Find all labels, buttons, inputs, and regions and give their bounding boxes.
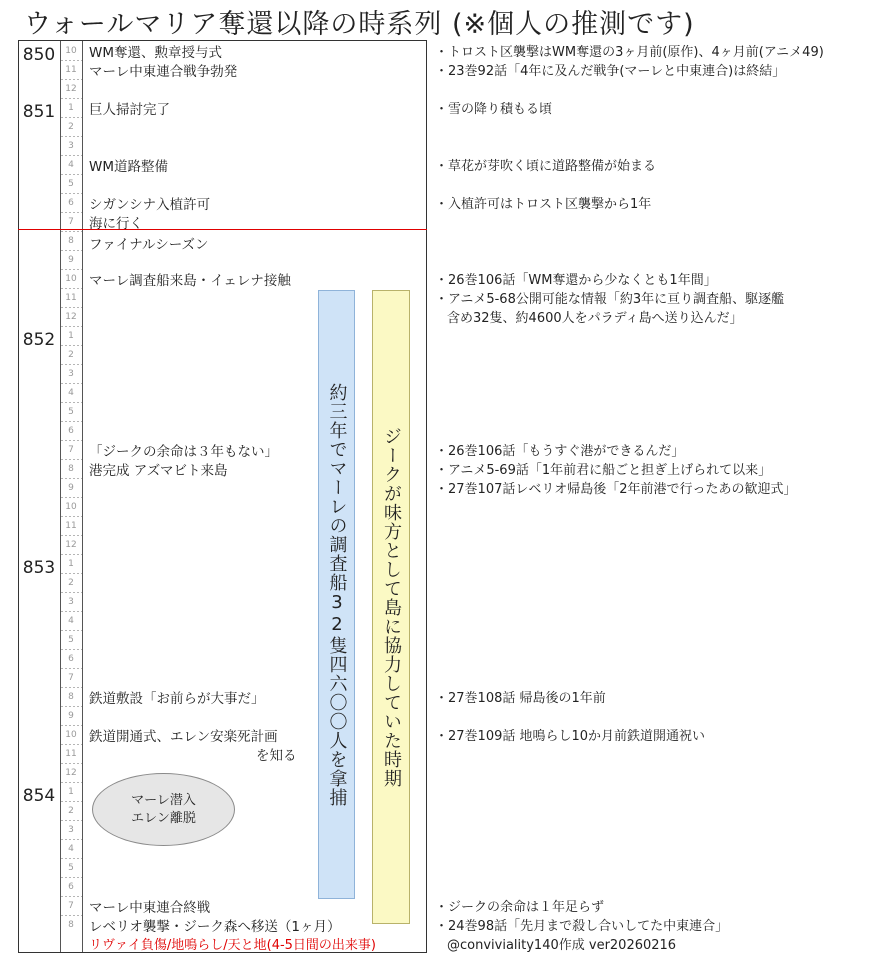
month-label: 6 bbox=[68, 426, 74, 436]
month-label: 7 bbox=[68, 673, 74, 683]
month-label: 4 bbox=[68, 616, 74, 626]
month-label: 7 bbox=[68, 901, 74, 911]
month-label: 5 bbox=[68, 407, 74, 417]
event-text: マーレ調査船来島・イェレナ接触 bbox=[89, 273, 291, 289]
year-label: 852 bbox=[22, 330, 56, 350]
month-label: 4 bbox=[68, 160, 74, 170]
month-label: 4 bbox=[68, 844, 74, 854]
oval-line: マーレ潜入 bbox=[131, 792, 196, 808]
event-text: 鉄道開通式、エレン安楽死計画 bbox=[89, 729, 278, 745]
month-label: 9 bbox=[68, 483, 74, 493]
note-text: ・入植許可はトロスト区襲撃から1年 bbox=[435, 197, 652, 212]
month-label: 11 bbox=[65, 293, 77, 303]
month-label: 12 bbox=[65, 84, 77, 94]
month-label: 6 bbox=[68, 654, 74, 664]
bar-text: 約三年でマーレの調査船32隻四六〇〇人を拿捕 bbox=[326, 382, 348, 807]
note-text: ・24巻98話「先月まで殺し合いしてた中東連合」 bbox=[435, 919, 729, 934]
event-text: 「ジークの余命は３年もない」 bbox=[89, 444, 278, 460]
event-text: 鉄道敷設「お前らが大事だ」 bbox=[89, 691, 265, 707]
event-text: 巨人掃討完了 bbox=[89, 102, 170, 118]
note-text: ・27巻108話 帰島後の1年前 bbox=[435, 691, 606, 706]
event-text: 港完成 アズマビト来島 bbox=[89, 463, 228, 479]
month-label: 3 bbox=[68, 369, 74, 379]
event-text: シガンシナ入植許可 bbox=[89, 197, 211, 213]
month-label: 10 bbox=[65, 46, 77, 56]
month-label: 11 bbox=[65, 749, 77, 759]
month-label: 9 bbox=[68, 711, 74, 721]
event-text-red: リヴァイ負傷/地鳴らし/天と地(4-5日間の出来事) bbox=[89, 938, 377, 953]
month-label: 12 bbox=[65, 312, 77, 322]
month-label: 7 bbox=[68, 217, 74, 227]
year-label: 854 bbox=[22, 786, 56, 806]
note-text: ・26巻106話「もうすぐ港ができるんだ」 bbox=[435, 444, 685, 459]
page-title: ウォールマリア奪還以降の時系列 (※個人の推測です) bbox=[24, 9, 695, 40]
mare-infiltration-oval bbox=[92, 773, 235, 846]
month-label: 4 bbox=[68, 388, 74, 398]
zeke-cooperation-bar bbox=[372, 290, 410, 924]
event-text: マーレ中東連合終戦 bbox=[89, 900, 211, 916]
month-label: 2 bbox=[68, 806, 74, 816]
month-label: 6 bbox=[68, 882, 74, 892]
month-label: 11 bbox=[65, 65, 77, 75]
note-text: ・アニメ5-69話「1年前君に船ごと担ぎ上げられて以来」 bbox=[435, 463, 772, 478]
month-label: 7 bbox=[68, 445, 74, 455]
month-label: 1 bbox=[68, 331, 74, 341]
month-label: 8 bbox=[68, 236, 74, 246]
event-text: レベリオ襲撃・ジーク森へ移送（1ヶ月） bbox=[89, 919, 341, 935]
month-label: 12 bbox=[65, 768, 77, 778]
month-label: 11 bbox=[65, 521, 77, 531]
note-text: ・27巻109話 地鳴らし10か月前鉄道開通祝い bbox=[435, 729, 706, 744]
note-text: ・27巻107話レベリオ帰島後「2年前港で行ったあの歓迎式」 bbox=[435, 482, 797, 497]
month-label: 1 bbox=[68, 103, 74, 113]
month-label: 2 bbox=[68, 578, 74, 588]
note-text: ・23巻92話「4年に及んだ戦争(マーレと中東連合)は終結」 bbox=[435, 64, 786, 79]
month-label: 3 bbox=[68, 597, 74, 607]
event-text: マーレ中東連合戦争勃発 bbox=[89, 64, 238, 80]
month-label: 1 bbox=[68, 787, 74, 797]
note-text: ・26巻106話「WM奪還から少なくとも1年間」 bbox=[435, 273, 717, 288]
event-text: ファイナルシーズン bbox=[89, 237, 209, 253]
month-label: 2 bbox=[68, 350, 74, 360]
event-text: 海に行く bbox=[89, 216, 143, 232]
month-label: 10 bbox=[65, 274, 77, 284]
month-label: 3 bbox=[68, 825, 74, 835]
note-text: ・草花が芽吹く頃に道路整備が始まる bbox=[435, 159, 657, 174]
event-text: を知る bbox=[256, 748, 297, 764]
note-text: ・アニメ5-68公開可能な情報「約3年に亘り調査船、駆逐艦 bbox=[435, 292, 785, 307]
note-text: ・雪の降り積もる頃 bbox=[435, 102, 553, 117]
month-label: 10 bbox=[65, 502, 77, 512]
month-label: 5 bbox=[68, 863, 74, 873]
note-text: ・ジークの余命は１年足らず bbox=[435, 900, 605, 915]
month-label: 5 bbox=[68, 179, 74, 189]
event-text: WM奪還、勲章授与式 bbox=[89, 45, 222, 61]
month-label: 10 bbox=[65, 730, 77, 740]
note-text: ・トロスト区襲撃はWM奪還の3ヶ月前(原作)、4ヶ月前(アニメ49) bbox=[435, 45, 824, 60]
note-text: 含め32隻、約4600人をパラディ島へ送り込んだ」 bbox=[447, 311, 743, 326]
oval-line: エレン離脱 bbox=[131, 810, 196, 826]
month-label: 2 bbox=[68, 122, 74, 132]
month-label: 9 bbox=[68, 255, 74, 265]
event-text: WM道路整備 bbox=[89, 159, 168, 175]
bar-text: ジークが味方として島に協力していた時期 bbox=[381, 426, 402, 788]
month-label: 8 bbox=[68, 464, 74, 474]
year-label: 853 bbox=[22, 558, 56, 578]
month-label: 3 bbox=[68, 141, 74, 151]
month-label: 8 bbox=[68, 920, 74, 930]
month-label: 8 bbox=[68, 692, 74, 702]
year-label: 850 bbox=[22, 45, 56, 65]
month-label: 5 bbox=[68, 635, 74, 645]
author-credit: @conviviality140作成 ver20260216 bbox=[447, 938, 677, 953]
month-label: 1 bbox=[68, 559, 74, 569]
month-label: 6 bbox=[68, 198, 74, 208]
survey-ship-capture-bar bbox=[318, 290, 355, 899]
month-label: 12 bbox=[65, 540, 77, 550]
year-label: 851 bbox=[22, 102, 56, 122]
